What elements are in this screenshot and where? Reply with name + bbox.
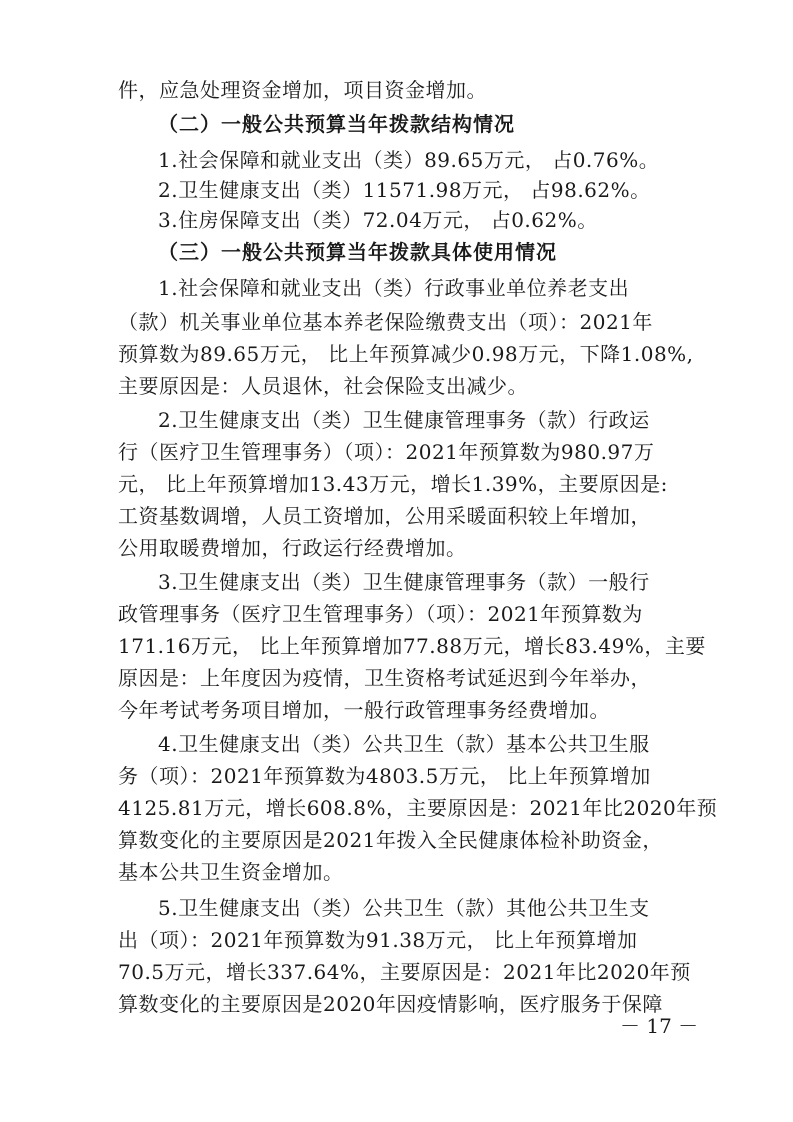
text-line: 算数变化的主要原因是2021年拨入全民健康体检补助资金， — [118, 828, 663, 852]
text-line: 原因是：上年度因为疫情，卫生资格考试延迟到今年举办， — [118, 666, 651, 690]
text-line: 3.住房保障支出（类）72.04万元， 占0.62%。 — [158, 208, 598, 232]
text-line: 171.16万元， 比上年预算增加77.88万元，增长83.49%，主要 — [118, 634, 706, 658]
text-line: 2.卫生健康支出（类）11571.98万元， 占98.62%。 — [158, 178, 651, 202]
text-line: 3.卫生健康支出（类）卫生健康管理事务（款）一般行 — [158, 570, 650, 594]
text-line: 行（医疗卫生管理事务）（项）：2021年预算数为980.97万 — [118, 440, 655, 464]
text-line: 公用取暖费增加，行政运行经费增加。 — [118, 536, 467, 560]
text-line: 主要原因是：人员退休，社会保险支出减少。 — [118, 374, 528, 398]
text-line: 今年考试考务项目增加，一般行政管理事务经费增加。 — [118, 698, 610, 722]
text-line: 4.卫生健康支出（类）公共卫生（款）基本公共卫生服 — [158, 732, 650, 756]
section-heading: （三）一般公共预算当年拨款具体使用情况 — [158, 240, 557, 264]
text-line: 1.社会保障和就业支出（类）89.65万元， 占0.76%。 — [158, 148, 660, 172]
text-line: 基本公共卫生资金增加。 — [118, 860, 344, 884]
text-line: 件，应急处理资金增加，项目资金增加。 — [118, 78, 487, 102]
section-heading: （二）一般公共预算当年拨款结构情况 — [158, 112, 515, 136]
text-line: 2.卫生健康支出（类）卫生健康管理事务（款）行政运 — [158, 408, 650, 432]
text-line: 4125.81万元，增长608.8%，主要原因是：2021年比2020年预 — [118, 796, 718, 820]
text-line: 务（项）：2021年预算数为4803.5万元， 比上年预算增加 — [118, 764, 651, 788]
text-line: （款）机关事业单位基本养老保险缴费支出（项）：2021年 — [118, 310, 653, 334]
text-line: 政管理事务（医疗卫生管理事务）（项）：2021年预算数为 — [118, 602, 643, 626]
text-line: 算数变化的主要原因是2020年因疫情影响，医疗服务于保障 — [118, 992, 663, 1016]
text-line: 1.社会保障和就业支出（类）行政事业单位养老支出 — [158, 276, 630, 300]
text-line: 出（项）：2021年预算数为91.38万元， 比上年预算增加 — [118, 928, 638, 952]
text-line: 工资基数调增，人员工资增加，公用采暖面积较上年增加， — [118, 504, 651, 528]
text-line: 5.卫生健康支出（类）公共卫生（款）其他公共卫生支 — [158, 896, 650, 920]
page-number: － 17 － — [620, 1014, 699, 1038]
text-line: 元， 比上年预算增加13.43万元，增长1.39%，主要原因是: — [118, 472, 668, 496]
text-line: 70.5万元，增长337.64%，主要原因是：2021年比2020年预 — [118, 960, 691, 984]
text-line: 预算数为89.65万元， 比上年预算减少0.98万元，下降1.08%, — [118, 342, 694, 366]
